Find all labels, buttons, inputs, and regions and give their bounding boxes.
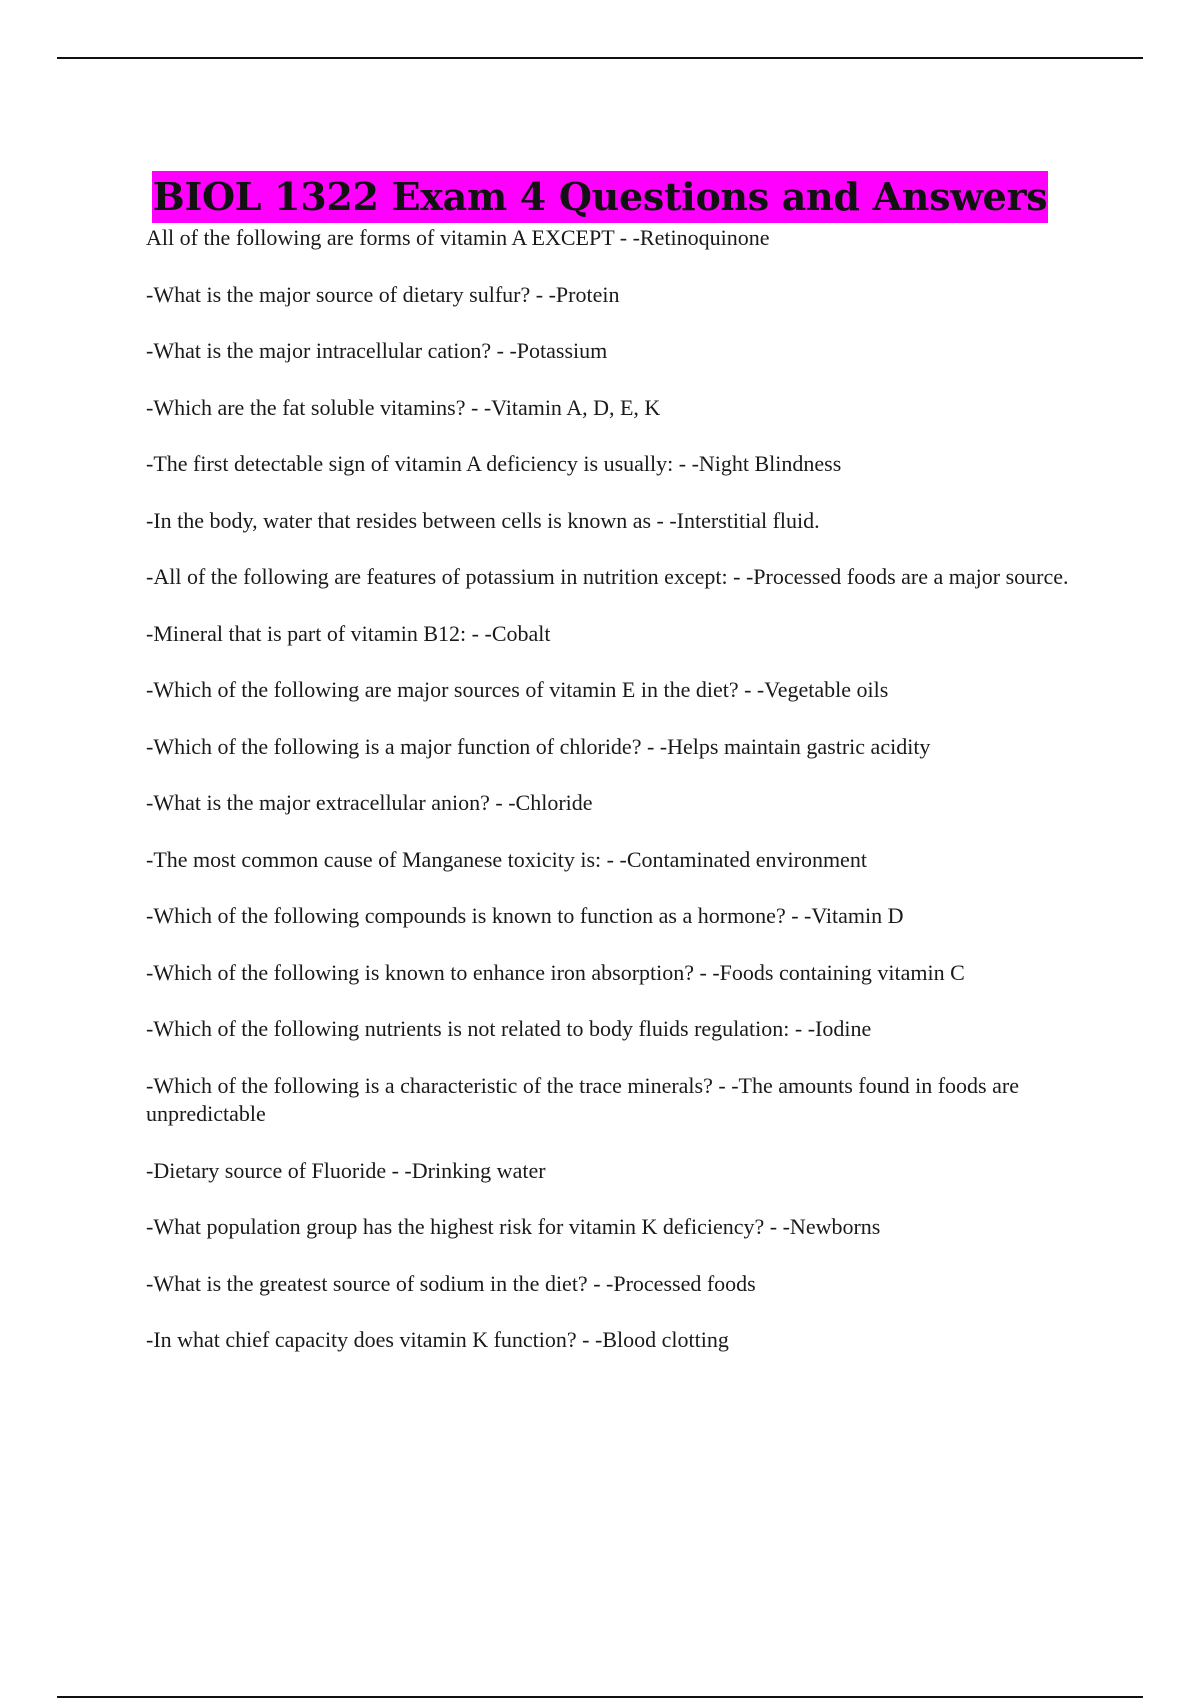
qa-item: -What is the major extracellular anion? - -Chloride xyxy=(146,790,593,815)
qa-item: -Which of the following compounds is known to function as a hormone? - -Vitamin D xyxy=(146,903,904,928)
qa-item: -In what chief capacity does vitamin K function? - -Blood clotting xyxy=(146,1327,729,1352)
qa-item: All of the following are forms of vitamin A EXCEPT - -Retinoquinone xyxy=(146,225,770,250)
qa-item: -Which of the following is a major function of chloride? - -Helps maintain gastric acidity xyxy=(146,733,931,759)
qa-item: -Which of the following is a characteristic of the trace minerals? - -The amounts found in foods are unpredictable xyxy=(146,1072,1019,1126)
qa-item: -What is the major intracellular cation? - -Potassium xyxy=(146,338,608,363)
bottom-rule xyxy=(57,1696,1143,1698)
qa-item: -What is the greatest source of sodium in the diet? - -Processed foods xyxy=(146,1270,756,1296)
qa-item: -Which of the following are major sources of vitamin E in the diet? - -Vegetable oils xyxy=(146,677,889,702)
qa-list xyxy=(146,224,1086,1383)
qa-item: -Dietary source of Fluoride - -Drinking water xyxy=(146,1157,546,1183)
qa-item: -Which of the following nutrients is not related to body fluids regulation: - -Iodine xyxy=(146,1016,872,1041)
qa-item: -Which of the following is known to enhance iron absorption? - -Foods containing vitamin C xyxy=(146,959,965,985)
qa-item: -What is the major source of dietary sulfur? - -Protein xyxy=(146,281,620,307)
qa-item: -In the body, water that resides between cells is known as - -Interstitial fluid. xyxy=(146,507,820,533)
qa-item: -What population group has the highest risk for vitamin K deficiency? - -Newborns xyxy=(146,1214,881,1239)
qa-item: -All of the following are features of potassium in nutrition except: - -Processed foods are a major source. xyxy=(146,564,1069,589)
qa-item: -Mineral that is part of vitamin B12: - -Cobalt xyxy=(146,620,551,646)
qa-item: -Which are the fat soluble vitamins? - -Vitamin A, D, E, K xyxy=(146,394,661,420)
page-title: BIOL 1322 Exam 4 Questions and Answers xyxy=(152,171,1049,223)
top-rule xyxy=(57,57,1143,59)
qa-item: -The most common cause of Manganese toxicity is: - -Contaminated environment xyxy=(146,846,867,872)
qa-item: -The first detectable sign of vitamin A deficiency is usually: - -Night Blindness xyxy=(146,451,842,476)
